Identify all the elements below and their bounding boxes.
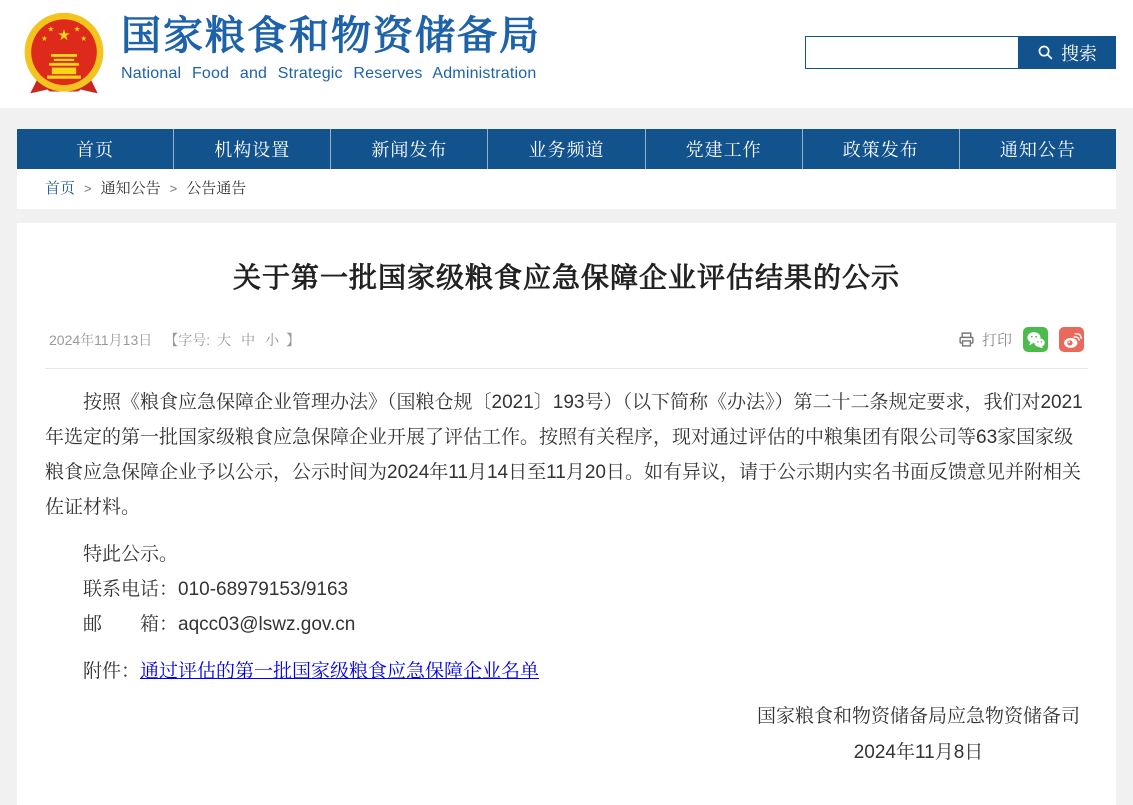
meta-divider	[45, 368, 1088, 369]
svg-text:★: ★	[57, 26, 71, 44]
nav-item-organization[interactable]: 机构设置	[173, 129, 330, 169]
nav-item-business[interactable]: 业务频道	[487, 129, 644, 169]
print-button[interactable]	[957, 329, 1012, 350]
svg-text:★: ★	[47, 24, 55, 34]
signature-block	[45, 699, 1088, 771]
search-bar	[805, 36, 1116, 69]
nav-item-policy[interactable]: 政策发布	[802, 129, 959, 169]
search-button-label: 搜索	[1061, 43, 1097, 64]
search-input[interactable]	[805, 36, 1018, 69]
nav-item-notices[interactable]: 通知公告	[959, 129, 1116, 169]
national-emblem-icon	[19, 8, 109, 100]
search-icon	[1037, 44, 1054, 61]
nav-item-party-building[interactable]: 党建工作	[645, 129, 802, 169]
site-name-en: National Food and Strategic Reserves Administration	[121, 65, 537, 82]
attachment-link[interactable]: 通过评估的第一批国家级粮食应急保障企业名单	[140, 661, 540, 682]
site-name-cn: 国家粮食和物资储备局	[121, 14, 541, 58]
fontsize-large-button[interactable]: 大	[217, 331, 232, 348]
attachment-label: 附件：	[83, 661, 141, 682]
nav-item-news[interactable]: 新闻发布	[330, 129, 487, 169]
breadcrumb-home[interactable]: 首页	[45, 180, 76, 197]
article-paragraph-2: 特此公示。	[83, 544, 179, 565]
article-body	[45, 385, 1088, 771]
article-card	[17, 223, 1116, 805]
fontsize-small-button[interactable]: 小	[265, 331, 280, 348]
wechat-share-button[interactable]	[1023, 327, 1048, 352]
breadcrumb	[17, 169, 1116, 209]
svg-text:★: ★	[40, 33, 48, 43]
article-title: 关于第一批国家级粮食应急保障企业评估结果的公示	[232, 262, 900, 293]
breadcrumb-separator: >	[84, 181, 92, 196]
fontsize-medium-button[interactable]: 中	[241, 331, 256, 348]
article-paragraph-1: 按照《粮食应急保障企业管理办法》（国粮仓规〔2021〕193号）（以下简称《办法》）第二十二条规定要求，我们对2021年选定的第一批国家级粮食应急保障企业开展了评估工作。按照有关程序，现对通过评估的中粮集团有限公司等63家国家级粮食应急保障企业予以公示，公示时间为2024年11月14日至11月20日。如有异议，请于公示期内实名书面反馈意见并附相关佐证材料。	[45, 392, 1083, 518]
breadcrumb-current: 公告通告	[186, 180, 247, 197]
wechat-icon	[1026, 331, 1046, 349]
search-button[interactable]	[1018, 36, 1116, 69]
signature-date: 2024年11月8日	[853, 742, 984, 763]
breadcrumb-notices: 通知公告	[100, 180, 161, 197]
national-emblem-logo	[19, 8, 109, 100]
print-label: 打印	[981, 332, 1012, 349]
nav-item-home[interactable]: 首页	[76, 140, 115, 160]
svg-text:★: ★	[73, 24, 81, 34]
contact-phone: 联系电话：010-68979153/9163	[83, 579, 349, 600]
breadcrumb-separator: >	[169, 181, 178, 196]
printer-icon	[957, 331, 976, 348]
main-nav	[17, 129, 1116, 169]
weibo-share-button[interactable]	[1059, 327, 1084, 352]
site-header	[0, 0, 1133, 108]
contact-email: 邮 箱：aqcc03@lswz.gov.cn	[83, 614, 356, 635]
article-meta-row	[45, 327, 1088, 352]
fontsize-label: 【字号:	[164, 331, 211, 348]
weibo-icon	[1062, 330, 1082, 350]
article-date: 2024年11月13日	[49, 331, 153, 348]
fontsize-label-close: 】	[286, 331, 301, 348]
svg-text:★: ★	[80, 33, 88, 43]
signature-org: 国家粮食和物资储备局应急物资储备司	[756, 706, 1080, 727]
attachment-line	[45, 654, 1088, 689]
